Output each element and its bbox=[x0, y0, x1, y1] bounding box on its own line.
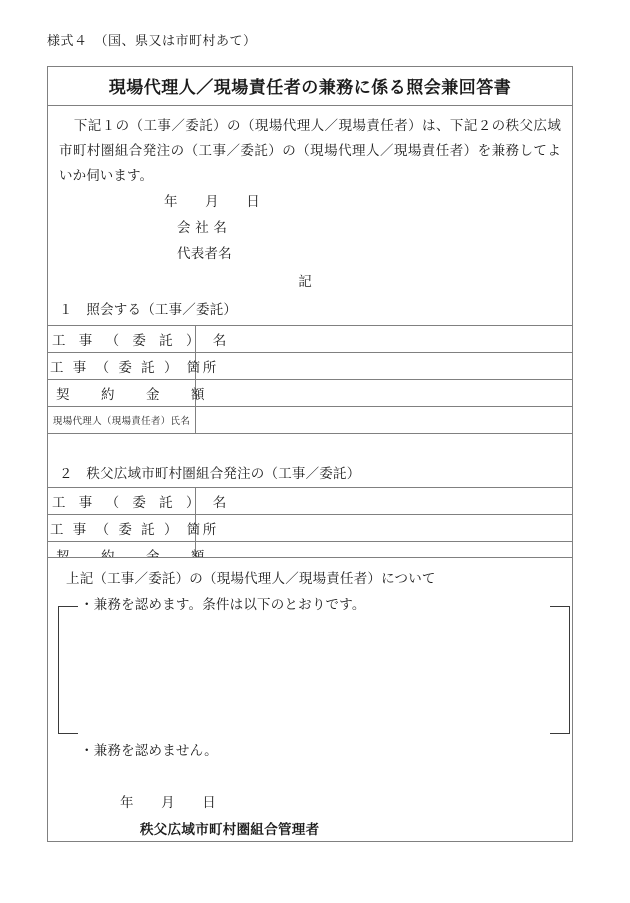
section2-label-work-location: 工 事 （ 委 託 ） 箇所 bbox=[48, 514, 196, 541]
section1-value-contract-amount[interactable] bbox=[196, 380, 573, 407]
conditions-bracket-area[interactable] bbox=[58, 606, 570, 734]
section2-label-work-name: 工 事 （ 委 託 ） 名 bbox=[48, 487, 196, 514]
table-row bbox=[48, 407, 572, 434]
table-row bbox=[48, 514, 572, 541]
answer-box bbox=[47, 557, 573, 842]
section-separator-row bbox=[48, 434, 572, 460]
inquiry-body-block bbox=[48, 106, 572, 295]
table-row bbox=[48, 380, 572, 407]
table-row bbox=[48, 326, 572, 353]
bracket-right-icon bbox=[550, 606, 570, 734]
inquiry-body-text: 下記１の（工事／委託）の（現場代理人／現場責任者）は、下記２の秩父広域市町村圏組合発注の（工事／委託）の（現場代理人／現場責任者）を兼務してよいか伺います。 bbox=[59, 118, 561, 184]
section1-value-agent-name[interactable] bbox=[196, 407, 573, 434]
answer-date-line: 年 月 日 bbox=[120, 795, 216, 811]
answer-issuer: 秩父広域市町村圏組合管理者 bbox=[140, 822, 320, 838]
section1-label-agent-name: 現場代理人（現場責任者）氏名 bbox=[48, 407, 196, 434]
section-separator-cell bbox=[48, 434, 572, 460]
section2-value-work-location[interactable] bbox=[196, 514, 573, 541]
section1-value-work-location[interactable] bbox=[196, 353, 573, 380]
answer-option-approve[interactable]: ・兼務を認めます。条件は以下のとおりです。 bbox=[80, 597, 366, 613]
section1-table bbox=[48, 325, 572, 568]
inquiry-main-box bbox=[47, 66, 573, 569]
table-row bbox=[48, 353, 572, 380]
section1-label-contract-amount: 契 約 金 額 bbox=[48, 380, 196, 407]
section1-value-work-name[interactable] bbox=[196, 326, 573, 353]
answer-option-deny[interactable]: ・兼務を認めません。 bbox=[80, 743, 218, 759]
section1-heading: １ 照会する（工事／委託） bbox=[59, 302, 238, 318]
section2-value-work-name[interactable] bbox=[196, 487, 573, 514]
table-row bbox=[48, 487, 572, 514]
section2-heading: ２ 秩父広域市町村圏組合発注の（工事／委託） bbox=[59, 465, 361, 482]
form-number: 様式４ （国、県又は市町村あて） bbox=[47, 34, 257, 49]
section1-label-work-location: 工 事 （ 委 託 ） 箇所 bbox=[48, 353, 196, 380]
section2-heading-row bbox=[48, 460, 572, 488]
document-title: 現場代理人／現場責任者の兼務に係る照会兼回答書 bbox=[48, 67, 572, 106]
inquiry-date-line: 年 月 日 bbox=[164, 194, 260, 210]
inquiry-company-label: 会 社 名 bbox=[177, 220, 228, 236]
ki-mark: 記 bbox=[298, 274, 312, 290]
section1-label-work-name: 工 事 （ 委 託 ） 名 bbox=[48, 326, 196, 353]
answer-heading: 上記（工事／委託）の（現場代理人／現場責任者）について bbox=[66, 571, 436, 587]
inquiry-representative-label: 代表者名 bbox=[177, 246, 232, 262]
bracket-left-icon bbox=[58, 606, 78, 734]
